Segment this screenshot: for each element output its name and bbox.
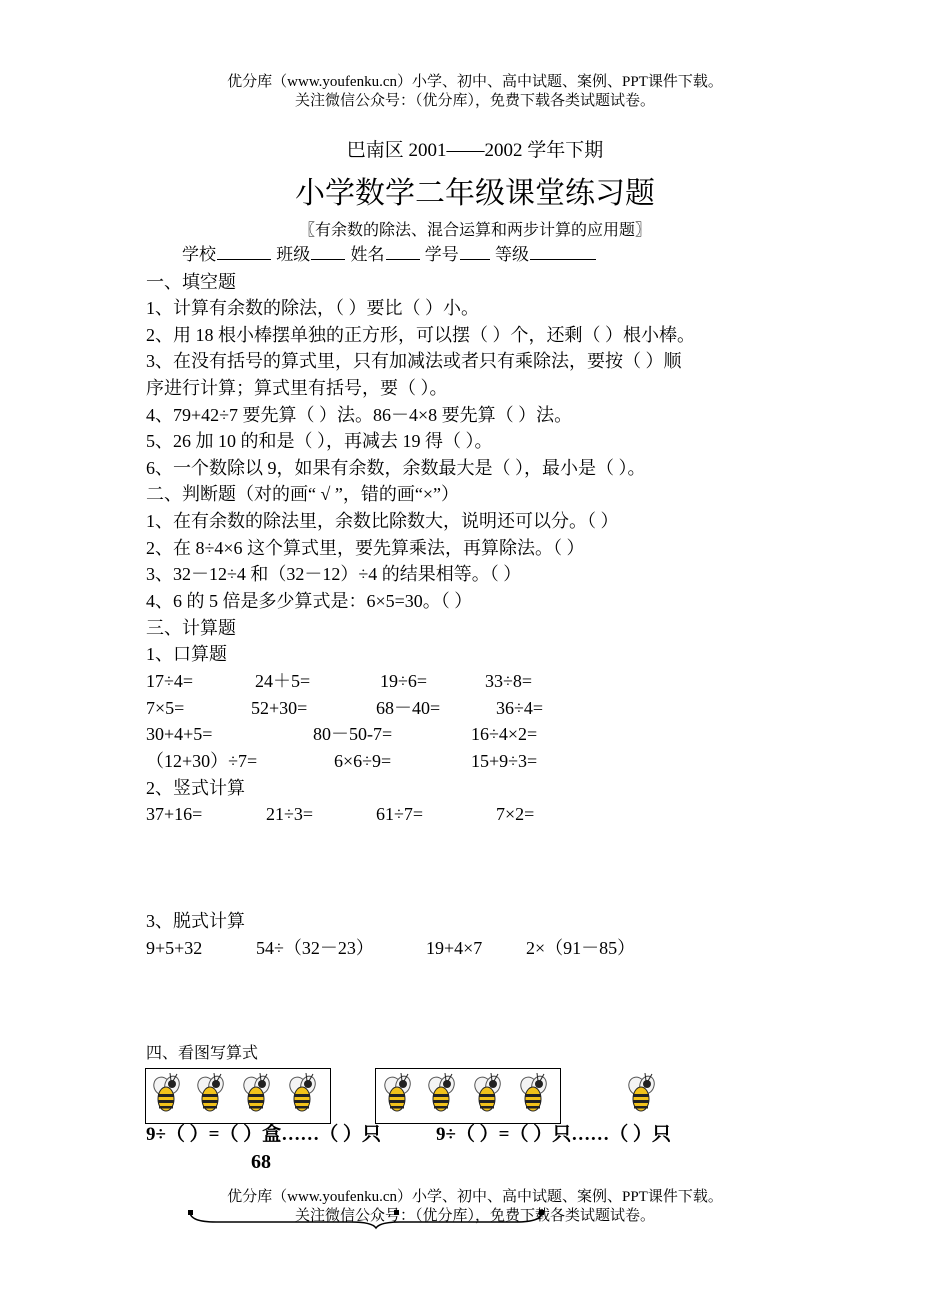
vertical-item-1: 37+16= (146, 804, 203, 824)
stepwise-heading: 3、脱式计算 (146, 911, 245, 931)
subtitle: 〖有余数的除法、混合运算和两步计算的应用题〗 (298, 222, 651, 239)
oral-r3-c3: 16÷4×2= (471, 724, 538, 744)
grade-blank[interactable] (530, 243, 596, 260)
stepwise-item-3: 19+4×7 (426, 938, 483, 958)
oral-r1-c2: 24＋5= (255, 671, 311, 691)
bee-icon (421, 1072, 461, 1120)
section3-heading: 三、计算题 (146, 618, 236, 638)
school-label: 学校 (182, 245, 216, 264)
section1-heading: 一、填空题 (146, 272, 236, 292)
class-label: 班级 (276, 245, 311, 264)
oral-r2-c1: 7×5= (146, 698, 185, 718)
oral-r1-c4: 33÷8= (485, 671, 533, 691)
oral-r3-c2: 80－50-7= (313, 724, 393, 744)
oral-r4-c3: 15+9÷3= (471, 751, 538, 771)
page-title: 小学数学二年级课堂练习题 (295, 177, 655, 210)
s1-q2: 2、用 18 根小棒摆单独的正方形，可以摆（ ）个，还剩（ ）根小棒。 (146, 325, 695, 345)
number-label: 学号 (424, 245, 459, 264)
s1-q3b: 序进行计算；算式里有括号，要（ ）。 (146, 378, 448, 398)
vertical-item-4: 7×2= (496, 804, 535, 824)
vertical-item-2: 21÷3= (266, 804, 314, 824)
bee-icon (282, 1072, 322, 1120)
bee-icon (377, 1072, 417, 1120)
oral-r2-c4: 36÷4= (496, 698, 544, 718)
oral-r4-c1: （12+30）÷7= (146, 751, 258, 771)
oral-heading: 1、口算题 (146, 644, 227, 664)
picture-equation-2: 9÷（ ）=（ ）只……（ ）只 (436, 1124, 672, 1145)
s2-q3: 3、32－12÷4 和（32－12）÷4 的结果相等。（ ） (146, 564, 522, 584)
header-line-1: 优分库（www.youfenku.cn）小学、初中、高中试题、案例、PPT课件下载。 (227, 74, 723, 90)
bee-icon (236, 1072, 276, 1120)
header-line-2: 关注微信公众号：（优分库），免费下载各类试题试卷。 (294, 93, 655, 109)
number-blank[interactable] (460, 243, 490, 260)
name-blank[interactable] (386, 243, 420, 260)
s1-q3a: 3、在没有括号的算式里，只有加减法或者只有乘除法，要按（ ）顺 (146, 351, 682, 371)
info-line (182, 243, 597, 267)
stepwise-item-2: 54÷（32－23） (256, 938, 374, 958)
oral-r1-c1: 17÷4= (146, 671, 194, 691)
vertical-item-3: 61÷7= (376, 804, 424, 824)
section4-heading: 四、看图写算式 (146, 1045, 259, 1062)
picture-equation-1: 9÷（ ）=（ ）盒……（ ）只 (146, 1124, 382, 1145)
school-blank[interactable] (217, 243, 271, 260)
stepwise-item-1: 9+5+32 (146, 938, 203, 958)
section2-heading: 二、判断题（对的画“ √ ”，错的画“×”） (146, 484, 459, 504)
stepwise-item-4: 2×（91－85） (526, 938, 636, 958)
footer-line-2: 关注微信公众号：（优分库），免费下载各类试题试卷。 (294, 1208, 655, 1224)
s1-q1: 1、计算有余数的除法，（ ）要比（ ）小。 (146, 298, 479, 318)
class-blank[interactable] (311, 243, 345, 260)
oral-r4-c2: 6×6÷9= (334, 751, 392, 771)
s2-q1: 1、在有余数的除法里，余数比除数大，说明还可以分。（ ） (146, 511, 619, 531)
term-title: 巴南区 2001——2002 学年下期 (346, 140, 604, 161)
bee-icon (513, 1072, 553, 1120)
s2-q2: 2、在 8÷4×6 这个算式里，要先算乘法，再算除法。（ ） (146, 538, 585, 558)
s1-q5: 5、26 加 10 的和是（ ），再减去 19 得（ ）。 (146, 431, 493, 451)
name-label: 姓名 (350, 245, 385, 264)
oral-r1-c3: 19÷6= (380, 671, 428, 691)
oral-r3-c1: 30+4+5= (146, 724, 213, 744)
bee-icon (621, 1072, 661, 1120)
s2-q4: 4、6 的 5 倍是多少算式是：6×5=30。（ ） (146, 591, 473, 611)
s1-q4: 4、79+42÷7 要先算（ ）法。86－4×8 要先算（ ）法。 (146, 405, 573, 425)
grade-label: 等级 (495, 245, 529, 264)
footer-line-1: 优分库（www.youfenku.cn）小学、初中、高中试题、案例、PPT课件下载。 (227, 1189, 723, 1205)
vertical-heading: 2、竖式计算 (146, 778, 245, 798)
bee-icon (467, 1072, 507, 1120)
bee-icon (146, 1072, 186, 1120)
bee-icon (190, 1072, 230, 1120)
brace-number: 68 (251, 1151, 271, 1173)
oral-r2-c3: 68－40= (376, 698, 441, 718)
oral-r2-c2: 52+30= (251, 698, 308, 718)
s1-q6: 6、一个数除以 9，如果有余数，余数最大是（ ），最小是（ ）。 (146, 458, 646, 478)
